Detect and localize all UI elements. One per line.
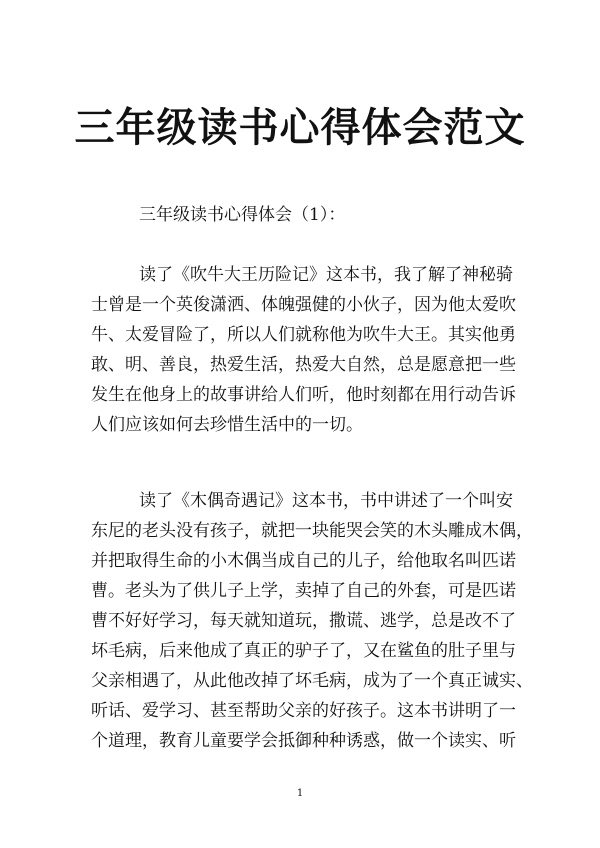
paragraph-line: 坏毛病，后来他成了真正的驴子了，又在鲨鱼的肚子里与 [91, 641, 516, 661]
paragraph-line: 牛、太爱冒险了，所以人们就称他为吹牛大王。其实他勇 [91, 325, 516, 345]
paragraph-line: 人们应该如何去珍惜生活中的一切。 [91, 415, 363, 435]
paragraph-line: 并把取得生命的小木偶当成自己的儿子，给他取名叫匹诺 [91, 551, 516, 571]
paragraph-1 [91, 260, 516, 440]
paragraph-line: 父亲相遇了，从此他改掉了坏毛病，成为了一个真正诚实、 [91, 671, 533, 691]
paragraph-line: 曹不好好学习，每天就知道玩，撒谎、逃学，总是改不了 [91, 611, 516, 631]
document-title: 三年级读书心得体会范文 [74, 104, 526, 151]
page-number: 1 [296, 788, 304, 799]
section-heading: 三年级读书心得体会（1）： [139, 205, 346, 225]
paragraph-2 [91, 486, 533, 756]
paragraph-line: 听话、爱学习、甚至帮助父亲的好孩子。这本书讲明了一 [91, 701, 516, 721]
paragraph-line: 个道理，教育儿童要学会抵御种种诱惑，做一个读实、听 [91, 731, 516, 751]
paragraph-line: 东尼的老头没有孩子，就把一块能哭会笑的木头雕成木偶， [91, 521, 533, 541]
paragraph-line: 曹。老头为了供儿子上学，卖掉了自己的外套，可是匹诺 [91, 581, 516, 601]
paragraph-line: 发生在他身上的故事讲给人们听，他时刻都在用行动告诉 [91, 385, 516, 405]
paragraph-line: 读了《吹牛大王历险记》这本书，我了解了神秘骑 [139, 265, 513, 285]
paragraph-line: 读了《木偶奇遇记》这本书，书中讲述了一个叫安 [139, 491, 513, 511]
paragraph-line: 士曾是一个英俊潇洒、体魄强健的小伙子，因为他太爱吹 [91, 295, 516, 315]
paragraph-line: 敢、明、善良，热爱生活，热爱大自然，总是愿意把一些 [91, 355, 516, 375]
